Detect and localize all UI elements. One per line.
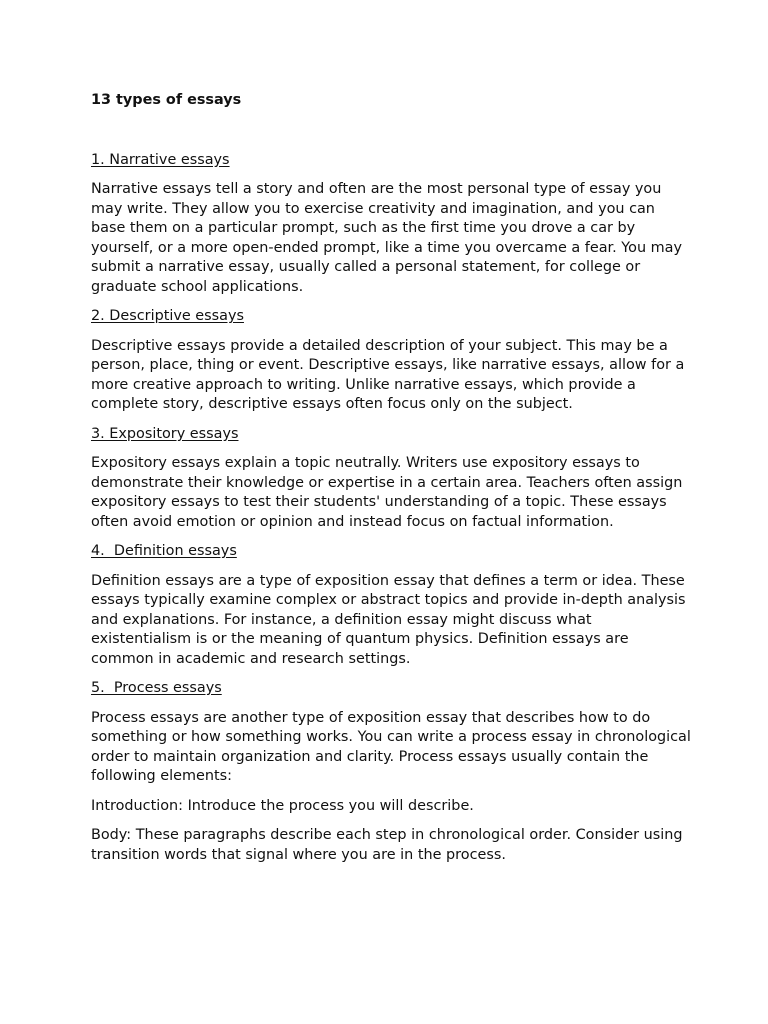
section-expository (91, 425, 691, 533)
process-introduction-paragraph: Introduction: Introduce the process you will describe. (91, 797, 474, 814)
section-heading: 1. Narrative essays (91, 151, 230, 168)
section-paragraph: Expository essays explain a topic neutrally. Writers use expository essays to demonstrate their knowledge or expertise in a certain area. Teachers often assign expository essays to test their students' understanding of a topic. These essays often avoid emotion or opinion and instead focus on factual information. (91, 455, 683, 530)
document-body (91, 91, 691, 875)
section-process (91, 679, 691, 865)
section-paragraph: Process essays are another type of exposition essay that describes how to do something or how something works. You can write a process essay in chronological order to maintain organization and clarity. Process essays usually contain the following elements: (91, 709, 691, 784)
section-heading: 3. Expository essays (91, 425, 239, 442)
section-narrative (91, 151, 691, 298)
section-paragraph: Narrative essays tell a story and often are the most personal type of essay you may write. They allow you to exercise creativity and imagination, and you can base them on a particular prompt, such as the first time you drove a car by yourself, or a more open-ended prompt, like a time you overcame a fear. You may submit a narrative essay, usually called a personal statement, for college or graduate school applications. (91, 181, 683, 295)
section-paragraph: Descriptive essays provide a detailed description of your subject. This may be a person, place, thing or event. Descriptive essays, like narrative essays, allow for a more creative approach to writing. Unlike narrative essays, which provide a complete story, descriptive essays often focus only on the subject. (91, 337, 685, 412)
document-title: 13 types of essays (91, 92, 242, 108)
section-definition (91, 542, 691, 669)
process-body-paragraph: Body: These paragraphs describe each step in chronological order. Consider using transition words that signal where you are in the process. (91, 827, 683, 863)
section-paragraph: Definition essays are a type of exposition essay that defines a term or idea. These essays typically examine complex or abstract topics and provide in-depth analysis and explanations. For instance, a definition essay might discuss what existentialism is or the meaning of quantum physics. Definition essays are common in academic and research settings. (91, 572, 686, 667)
section-heading: 5. Process essays (91, 680, 222, 696)
section-descriptive (91, 307, 691, 415)
section-heading: 4. Definition essays (91, 543, 237, 559)
section-heading: 2. Descriptive essays (91, 308, 244, 324)
